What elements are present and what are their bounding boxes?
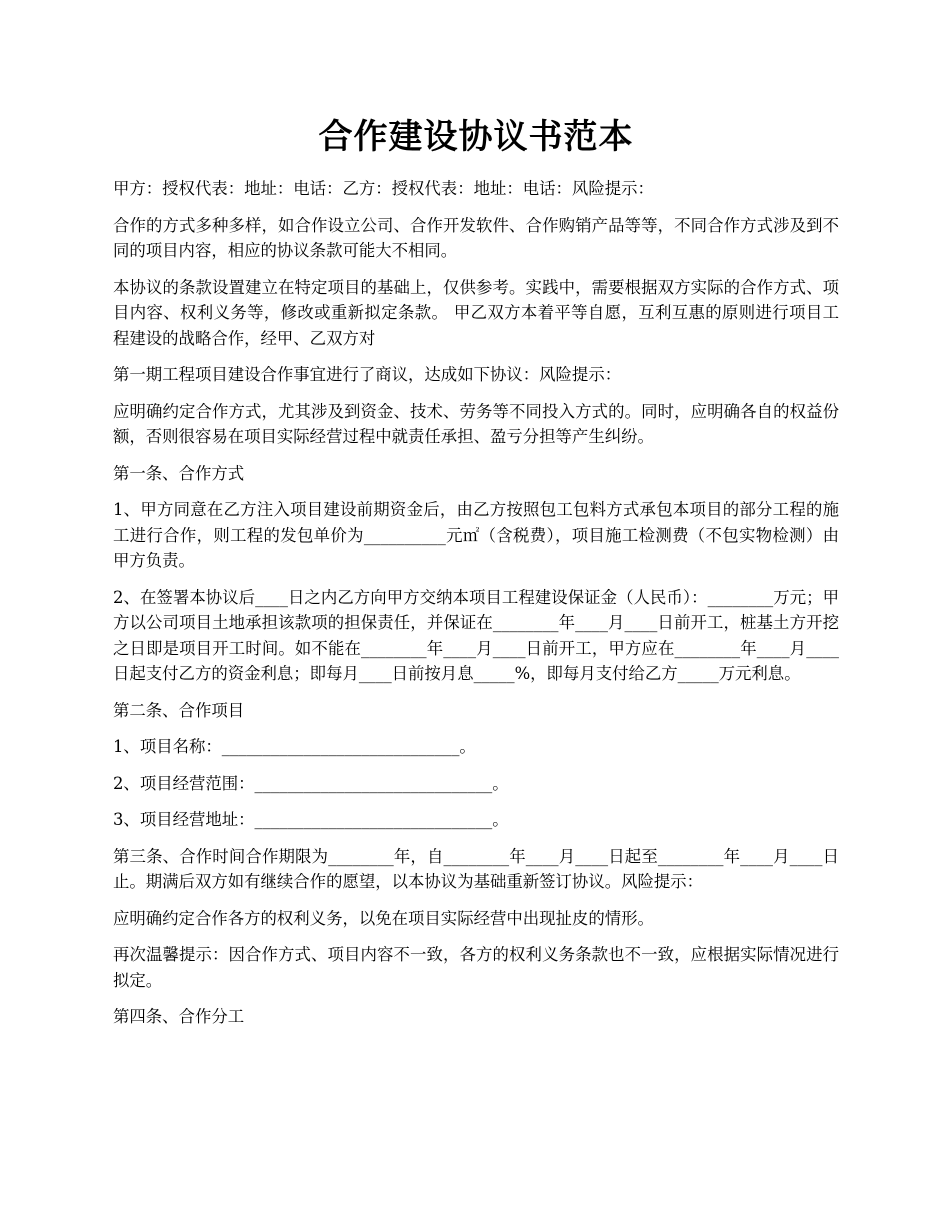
document-body (113, 176, 839, 1041)
reminder-paragraph: 再次温馨提示：因合作方式、项目内容不一致，各方的权利义务条款也不一致，应根据实际情况进行拟定。 (113, 945, 839, 990)
first-phase-paragraph: 第一期工程项目建设合作事宜进行了商议，达成如下协议：风险提示： (113, 365, 622, 384)
cooperation-methods-paragraph: 合作的方式多种多样，如合作设立公司、合作开发软件、合作购销产品等等，不同合作方式涉及到不同的项目内容，相应的协议条款可能大不相同。 (113, 215, 839, 260)
risk-notice-paragraph: 应明确约定合作方式，尤其涉及到资金、技术、劳务等不同投入方式的。同时，应明确各自的权益份额，否则很容易在项目实际经营过程中就责任承担、盈亏分担等产生纠纷。 (113, 401, 839, 446)
article-one-item-2: 2、在签署本协议后____日之内乙方向甲方交纳本项目工程建设保证金（人民币）：________万元；甲方以公司项目土地承担该款项的担保责任，并保证在________年____月____日前开工，桩基土方开挖之日即是项目开工时间。如不能在________年____月____日前开工，甲方应在________年____月____日起支付乙方的资金利息；即每月____日前按月息_____%，即每月支付给乙方_____万元利息。 (113, 587, 839, 683)
document-title: 合作建设协议书范本 (318, 117, 634, 157)
project-name-line: 1、项目名称：_____________________________。 (113, 737, 476, 756)
article-four-heading: 第四条、合作分工 (113, 1007, 245, 1026)
article-three-paragraph: 第三条、合作时间合作期限为________年，自________年____月____日起至________年____月____日止。期满后双方如有继续合作的愿望，以本协议为基础重新签订协议。风险提示： (113, 846, 839, 891)
article-one-heading: 第一条、合作方式 (113, 463, 245, 483)
article-two-heading: 第二条、合作项目 (113, 700, 245, 720)
rights-obligations-notice: 应明确约定合作各方的权利义务，以免在项目实际经营中出现扯皮的情形。 (113, 908, 654, 928)
party-info-paragraph: 甲方：授权代表：地址：电话：乙方：授权代表：地址：电话：风险提示： (113, 179, 654, 198)
clause-setting-paragraph: 本协议的条款设置建立在特定项目的基础上，仅供参考。实践中，需要根据双方实际的合作方式、项目内容、权利义务等，修改或重新拟定条款。 甲乙双方本着平等自愿，互利互惠的原则进行项目工程建设的战略合作，经甲、乙双方对 (113, 277, 839, 348)
project-address-line: 3、项目经营地址：_____________________________。 (113, 810, 509, 829)
project-scope-line: 2、项目经营范围：_____________________________。 (113, 773, 509, 793)
article-one-item-1: 1、甲方同意在乙方注入项目建设前期资金后，由乙方按照包工包料方式承包本项目的部分工程的施工进行合作，则工程的发包单价为__________元㎡（含税费），项目施工检测费（不包实物检测）由甲方负责。 (113, 500, 839, 570)
